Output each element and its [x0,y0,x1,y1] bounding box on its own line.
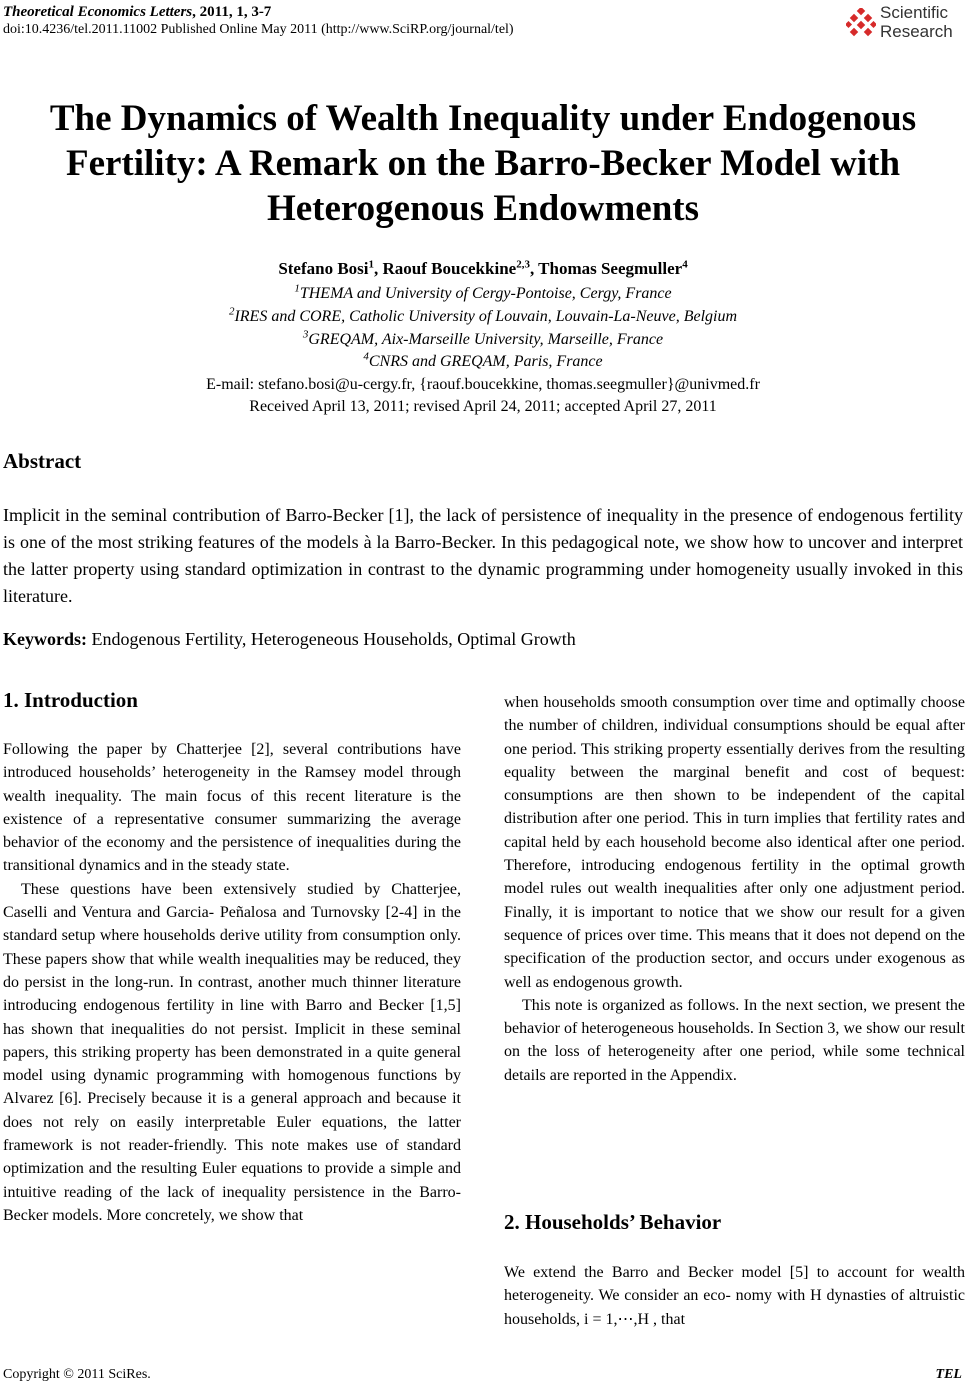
section2-text [504,1261,965,1331]
title-line: The Dynamics of Wealth Inequality under Endogenous [49,98,917,139]
abstract-heading: Abstract [3,449,82,473]
affiliation: $^2$IRES and CORE, Catholic University of Louvain, Louvain-La-Neuve, Belgium [228,305,738,325]
journal-abbrev: TEL [935,1367,962,1382]
keywords [3,629,963,650]
email-line: E-mail: stefano.bosi@u-cergy.fr, {raouf.boucekkine, thomas.seegmuller}@univmed.fr [206,376,760,393]
journal-header [3,4,271,21]
abstract-text: Implicit in the seminal contribution of Barro-Becker [1], the lack of persistence of inequality in the presence of endogenous fertility is one of the most striking features of the models à la Barro-Becker. In this pedagogical note, we show how to uncover and interpret the latter property using standard optimization in contrast to the dynamic programming under homogeneity usually invoked in this literature. [3,505,963,606]
doi-line: doi:10.4236/tel.2011.11002 Published Online May 2011 (http://www.SciRP.org/journal/tel) [3,22,514,37]
paper-title [20,96,946,231]
author-name: Thomas Seegmuller [538,259,683,278]
author-name: Raouf Boucekkine [382,259,517,278]
paragraph: These questions have been extensively studied by Chatterjee, Caselli and Ventura and Garcia- Peñalosa and Turnovsky [2-4] in the standard setup where households derive utility from consumption only. These papers show that while wealth inequalities may be reduced, they do persist in the long-run. In contrast, another much thinner literature introducing endogenous fertility in line with Barro and Becker [1,5] has shown that inequalities do not persist. Implicit in these seminal papers, this striking property has been demonstrated in a quite general model using dynamic programming with homogenous functions by Alvarez [6]. Precisely because it is a general approach and because it does not rely on easily interpretable Euler equations, the latter framework is not reader-friendly. This note makes use of standard optimization and the resulting Euler equations to provide a simple and intuitive reading of the lack of inequality persistence in the Barro-Becker models. More concretely, we show that [3,880,461,1224]
author-affil-ref: 2,3 [516,258,530,271]
author-name: Stefano Bosi [278,259,369,278]
publisher-logo-text: Scientific Research [880,3,953,41]
title-line: Fertility: A Remark on the Barro-Becker Model with [65,143,901,184]
right-column [504,691,965,1087]
left-column [3,738,461,1227]
journal-name: Theoretical Economics Letters [3,4,193,20]
paragraph: We extend the Barro and Becker model [5] to account for wealth heterogeneity. We consider an eco- nomy with H dynasties of altruistic households, i = 1,⋯,H , that [504,1264,965,1328]
affiliation: $^3$GREQAM, Aix-Marseille University, Marseille, France [302,328,664,348]
affiliation: $^4$CNRS and GREQAM, Paris, France [363,350,603,370]
author-affil-ref: 4 [682,258,688,271]
publisher-logo [846,2,964,42]
author-affil-ref: 1 [368,258,375,271]
copyright: Copyright © 2011 SciRes. [3,1367,151,1382]
author-list: Stefano Bosi$^1$, Raouf Boucekkine$^{2,3}$, Thomas Seegmuller$^4$ [278,258,688,278]
section-heading: 2. Households’ Behavior [504,1210,722,1234]
publisher-logo-icon [846,8,876,38]
paragraph: This note is organized as follows. In the next section, we present the behavior of heterogeneous households. In Section 3, we show our result on the loss of heterogeneity after one period, while some technical details are reported in the Appendix. [504,996,965,1084]
keywords-label: Keywords: [3,629,87,649]
received-dates: Received April 13, 2011; revised April 24, 2011; accepted April 27, 2011 [249,398,717,415]
journal-volume: , 2011, 1, 3-7 [192,4,272,20]
title-line: Heterogenous Endowments [266,188,700,229]
paragraph: when households smooth consumption over time and optimally choose the number of children, individual consumptions should be equal after one period. This striking property essentially derives from the resulting equality between the marginal benefit and cost of bequest: consumptions are then shown to be independent of the capital distribution after one period. This in turn implies that fertility rates and capital held by each household become also identical after one period. Therefore, introducing endogenous fertility in the optimal growth model rules out wealth inequalities after only one adjustment period. Finally, it is important to notice that we show our result for a given sequence of prices over time. This means that it does not depend on the specification of the production sector, and occurs under exogenous as well as endogenous growth. [504,694,965,991]
affiliation: $^1$THEMA and University of Cergy-Pontoise, Cergy, France [294,282,672,302]
paragraph: Following the paper by Chatterjee [2], several contributions have introduced households’ heterogeneity in the Ramsey model through wealth inequality. The main focus of this recent literature is the existence of a representative consumer summarizing the average behavior of the economy and the persistence of inequalities during the transitional dynamics and in the steady state. [3,741,461,875]
section-heading: 1. Introduction [3,688,138,712]
keywords-text: Endogenous Fertility, Heterogeneous Households, Optimal Growth [87,629,576,649]
